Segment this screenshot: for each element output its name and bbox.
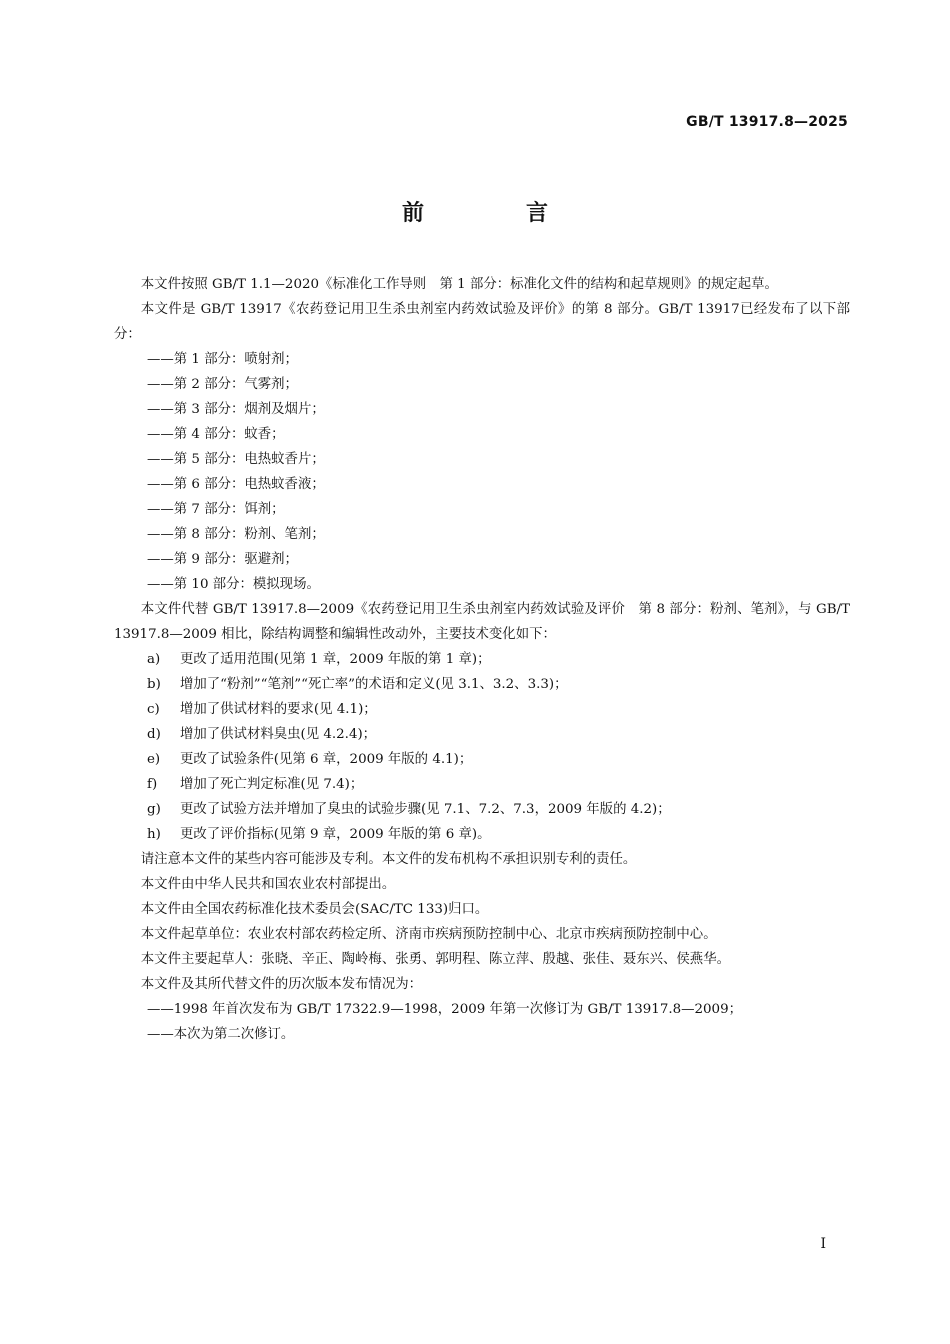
change-item [114, 772, 850, 797]
standard-number: GB/T 13917.8—2025 [686, 114, 848, 130]
change-text: 更改了评价指标(见第 9 章，2009 年版的第 6 章)。 [180, 827, 491, 842]
committee-note: 本文件由全国农药标准化技术委员会(SAC/TC 133)归口。 [140, 902, 489, 917]
list-item: ——第 8 部分：粉剂、笔剂； [147, 527, 325, 542]
change-label: f) [147, 777, 158, 792]
intro-paragraph-1: 本文件按照 GB/T 1.1—2020《标准化工作导则 第 1 部分：标准化文件的结构和起草规则》的规定起草。 [140, 277, 778, 292]
proposer-note: 本文件由中华人民共和国农业农村部提出。 [140, 877, 396, 892]
history-item: ——本次为第二次修订。 [147, 1027, 295, 1042]
page-title: 前 言 [401, 201, 588, 226]
replace-paragraph: 本文件代替 GB/T 13917.8—2009《农药登记用卫生杀虫剂室内药效试验及评价 第 8 部分：粉剂、笔剂》，与 GB/T 13917.8—2009 相比，除结构调整和编辑性改动外，主要技术变化如下： [114, 602, 850, 642]
change-item [114, 797, 850, 822]
document-body [114, 272, 850, 1047]
drafting-units: 本文件起草单位：农业农村部农药检定所、济南市疾病预防控制中心、北京市疾病预防控制中心。 [140, 927, 717, 942]
change-item [114, 697, 850, 722]
change-label: a) [147, 652, 161, 667]
change-label: g) [147, 802, 161, 817]
change-item [114, 672, 850, 697]
change-label: d) [147, 727, 161, 742]
change-text: 增加了死亡判定标准(见 7.4)； [180, 777, 364, 792]
change-text: 增加了供试材料的要求(见 4.1)； [180, 702, 377, 717]
list-item: ——第 9 部分：驱避剂； [147, 552, 298, 567]
change-item [114, 747, 850, 772]
change-label: b) [147, 677, 161, 692]
list-item: ——第 3 部分：烟剂及烟片； [147, 402, 325, 417]
change-text: 增加了“粉剂”“笔剂”“死亡率”的术语和定义(见 3.1、3.2、3.3)； [180, 677, 568, 692]
intro-paragraph-2: 本文件是 GB/T 13917《农药登记用卫生杀虫剂室内药效试验及评价》的第 8 部分。GB/T 13917已经发布了以下部分： [114, 302, 850, 342]
list-item: ——第 6 部分：电热蚊香液； [147, 477, 325, 492]
change-label: h) [147, 827, 161, 842]
change-text: 更改了试验方法并增加了臭虫的试验步骤(见 7.1、7.2、7.3，2009 年版的 4.2)； [180, 802, 671, 817]
change-text: 更改了试验条件(见第 6 章，2009 年版的 4.1)； [180, 752, 473, 767]
change-label: e) [147, 752, 161, 767]
list-item: ——第 1 部分：喷射剂； [147, 352, 298, 367]
page-number: I [820, 1236, 826, 1252]
patent-note: 请注意本文件的某些内容可能涉及专利。本文件的发布机构不承担识别专利的责任。 [140, 852, 637, 867]
change-label: c) [147, 702, 160, 717]
change-text: 更改了适用范围(见第 1 章，2009 年版的第 1 章)； [180, 652, 491, 667]
list-item: ——第 2 部分：气雾剂； [147, 377, 298, 392]
change-item [114, 647, 850, 672]
list-item: ——第 7 部分：饵剂； [147, 502, 285, 517]
list-item: ——第 10 部分：模拟现场。 [147, 577, 320, 592]
change-text: 增加了供试材料臭虫(见 4.2.4)； [180, 727, 377, 742]
history-item: ——1998 年首次发布为 GB/T 17322.9—1998，2009 年第一次修订为 GB/T 13917.8—2009； [147, 1002, 742, 1017]
change-item [114, 722, 850, 747]
drafters: 本文件主要起草人：张晓、辛正、陶岭梅、张勇、郭明程、陈立萍、殷越、张佳、聂东兴、侯燕华。 [140, 952, 730, 967]
history-intro: 本文件及其所代替文件的历次版本发布情况为： [140, 977, 422, 992]
list-item: ——第 4 部分：蚊香； [147, 427, 285, 442]
change-item [114, 822, 850, 847]
list-item: ——第 5 部分：电热蚊香片； [147, 452, 325, 467]
